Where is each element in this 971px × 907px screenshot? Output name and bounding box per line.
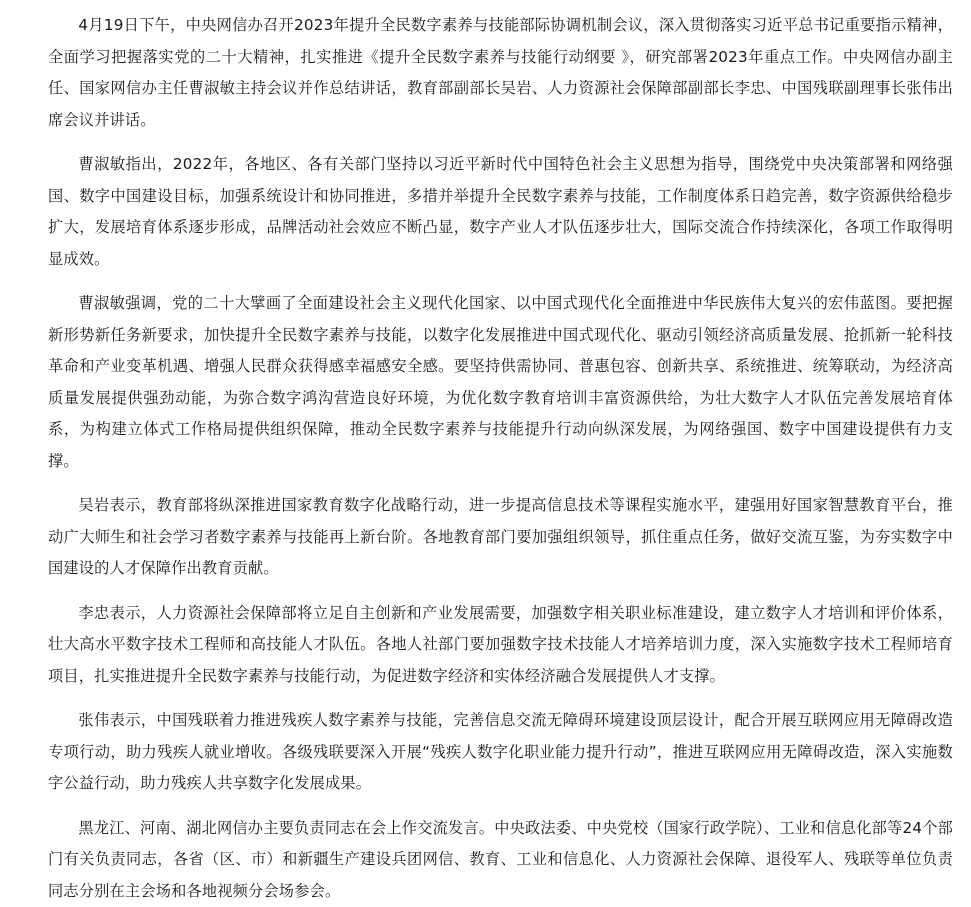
paragraph: 张伟表示，中国残联着力推进残疾人数字素养与技能，完善信息交流无障碍环境建设顶层设计，配合开展互联网应用无障碍改造专项行动，助力残疾人就业增收。各级残联要深入开展“残疾人数字化职业能力提升行动”，推进互联网应用无障碍改造，深入实施数字公益行动，助力残疾人共享数字化发展成果。	[48, 705, 953, 800]
paragraph: 李忠表示，人力资源社会保障部将立足自主创新和产业发展需要，加强数字相关职业标准建设，建立数字人才培训和评价体系，壮大高水平数字技术工程师和高技能人才队伍。各地人社部门要加强数字技术技能人才培养培训力度，深入实施数字技术工程师培育项目，扎实推进提升全民数字素养与技能行动，为促进数字经济和实体经济融合发展提供人才支撑。	[48, 598, 953, 693]
paragraph: 黑龙江、河南、湖北网信办主要负责同志在会上作交流发言。中央政法委、中央党校（国家行政学院）、工业和信息化部等24个部门有关负责同志，各省（区、市）和新疆生产建设兵团网信、教育、工业和信息化、人力资源社会保障、退役军人、残联等单位负责同志分别在主会场和各地视频分会场参会。	[48, 813, 953, 907]
paragraph: 曹淑敏强调，党的二十大擘画了全面建设社会主义现代化国家、以中国式现代化全面推进中华民族伟大复兴的宏伟蓝图。要把握新形势新任务新要求，加快提升全民数字素养与技能，以数字化发展推进中国式现代化、驱动引领经济高质量发展、抢抓新一轮科技革命和产业变革机遇、增强人民群众获得感幸福感安全感。要坚持供需协同、普惠包容、创新共享、系统推进、统筹联动，为经济高质量发展提供强劲动能，为弥合数字鸿沟营造良好环境，为优化数字教育培训丰富资源供给，为壮大数字人才队伍完善发展培育体系，为构建立体式工作格局提供组织保障，推动全民数字素养与技能提升行动向纵深发展，为网络强国、数字中国建设提供有力支撑。	[48, 288, 953, 477]
paragraph: 4月19日下午，中央网信办召开2023年提升全民数字素养与技能部际协调机制会议，深入贯彻落实习近平总书记重要指示精神，全面学习把握落实党的二十大精神，扎实推进《提升全民数字素养与技能行动纲要 》，研究部署2023年重点工作。中央网信办副主任、国家网信办主任曹淑敏主持会议并作总结讲话，教育部副部长吴岩、人力资源社会保障部副部长李忠、中国残联副理事长张伟出席会议并讲话。	[48, 10, 953, 136]
paragraph: 曹淑敏指出，2022年，各地区、各有关部门坚持以习近平新时代中国特色社会主义思想为指导，围绕党中央决策部署和网络强国、数字中国建设目标，加强系统设计和协同推进，多措并举提升全民数字素养与技能，工作制度体系日趋完善，数字资源供给稳步扩大，发展培育体系逐步形成，品牌活动社会效应不断凸显，数字产业人才队伍逐步壮大，国际交流合作持续深化，各项工作取得明显成效。	[48, 149, 953, 275]
paragraph: 吴岩表示，教育部将纵深推进国家教育数字化战略行动，进一步提高信息技术等课程实施水平，建强用好国家智慧教育平台，推动广大师生和社会学习者数字素养与技能再上新台阶。各地教育部门要加强组织领导，抓住重点任务，做好交流互鉴，为夯实数字中国建设的人才保障作出教育贡献。	[48, 490, 953, 585]
